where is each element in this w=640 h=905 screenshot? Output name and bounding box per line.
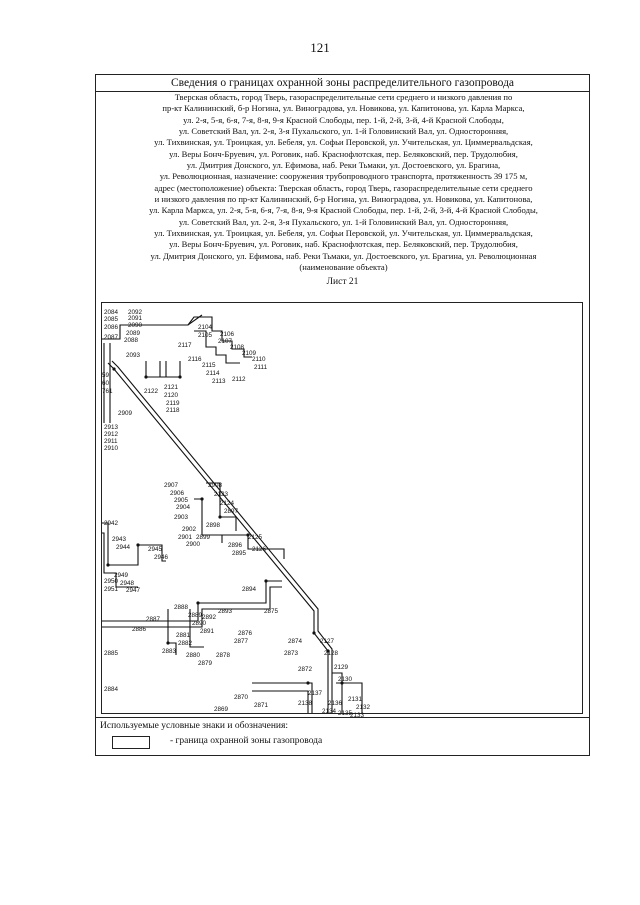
point-label: 2870 [234, 694, 249, 701]
point-label: 2904 [176, 504, 191, 511]
point-label: 2893 [218, 608, 233, 615]
point-label: 2876 [238, 630, 253, 637]
sheet-label: Лист 21 [326, 277, 359, 287]
point-label: 2905 [174, 497, 189, 504]
point-label: 2897 [224, 508, 239, 515]
point-label: 2883 [162, 648, 177, 655]
point-label: 2910 [104, 445, 119, 452]
point-label: 2875 [264, 608, 279, 615]
point-label: 2106 [220, 331, 235, 338]
point-label: 2107 [218, 338, 233, 345]
point-label: 2890 [192, 620, 207, 627]
point-label: 2942 [104, 520, 119, 527]
description-line: и низкого давления по пр-кт Калининский, б-р Ногина, ул. Виноградова, ул. Новикова, ул. Капитонова, [154, 194, 533, 205]
point-label: 2091 [128, 315, 143, 322]
point-label: 2884 [104, 686, 119, 693]
point-label: 2117 [178, 342, 192, 349]
point-label: 2110 [252, 356, 266, 363]
point-label: 2911 [104, 438, 118, 445]
point-label: 2892 [202, 614, 217, 621]
object-name-caption: (наименование объекта) [299, 262, 388, 273]
point-label: 2947 [126, 587, 141, 594]
legend-swatch-boundary [112, 736, 150, 749]
point-label: 2908 [208, 482, 223, 489]
point-label: 2900 [186, 541, 201, 548]
point-label: 2896 [228, 542, 243, 549]
point-label: 2128 [324, 650, 339, 657]
point-label: 2881 [176, 632, 191, 639]
point-label: 2907 [164, 482, 179, 489]
point-label: 2112 [232, 376, 246, 383]
description-line: ул. 2-я, 5-я, 6-я, 7-я, 8-я, 9-я Красной Слободы, пер. 1-й, 2-й, 3-й, 4-й Красной Слободы, [183, 114, 504, 125]
point-label: 2127 [320, 638, 335, 645]
point-label: 2899 [196, 534, 211, 541]
point-label: 2889 [188, 612, 203, 619]
point-label: 2086 [104, 324, 119, 331]
point-label: 2131 [348, 696, 363, 703]
point-label: 2090 [128, 322, 143, 329]
point-label: 2874 [288, 638, 303, 645]
point-label: 2087 [104, 334, 119, 341]
point-label: 2913 [104, 424, 119, 431]
page-number: 121 [310, 40, 330, 55]
boundary-map [101, 302, 583, 719]
point-label: 2085 [104, 316, 119, 323]
point-label: 2124 [220, 500, 235, 507]
point-label: 2126 [252, 546, 267, 553]
description-line: Тверская область, город Тверь, газораспределительные сети среднего и низкого давления по [174, 92, 513, 102]
point-label: 2133 [350, 712, 365, 719]
point-label: 2089 [126, 330, 141, 337]
point-label: 2948 [120, 580, 135, 587]
point-label: 2950 [104, 578, 119, 585]
point-label: 2130 [338, 676, 353, 683]
point-label: 2894 [242, 586, 257, 593]
description-line: ул. Тихвинская, ул. Троицкая, ул. Бебеля, ул. Софьи Перовской, ул. Учительская, ул. Циммервальдская, [154, 228, 533, 239]
description-line: ул. Советский Вал, ул. 2-я, 3-я Пухальского, ул. 1-й Головинский Вал, ул. Односторонняя, [178, 216, 509, 227]
boundary-info-frame [95, 74, 590, 756]
point-label: 761 [102, 388, 113, 395]
point-label: 2088 [124, 337, 139, 344]
point-label: 2901 [178, 534, 193, 541]
point-labels [102, 309, 371, 719]
document-title: Сведения о границах охранной зоны распределительного газопровода [96, 75, 589, 92]
point-label: 2943 [112, 536, 127, 543]
point-label: 2135 [338, 710, 353, 717]
point-label: 2123 [214, 491, 229, 498]
description-line: ул. Веры Бонч-Бруевич, ул. Роговик, наб. Краснофлотская, пер. Беляковский, пер. Трудолюбия, [169, 148, 518, 159]
point-label: 2108 [230, 344, 245, 351]
description-line: адрес (местоположение) объекта: Тверская область, город Тверь, газораспределительные сети среднего [154, 182, 533, 193]
boundary-map-drawing [102, 303, 582, 719]
point-label: 2134 [322, 708, 337, 715]
point-label: 2887 [146, 616, 161, 623]
point-label: 2895 [232, 550, 247, 557]
point-label: 2122 [144, 388, 159, 395]
point-label: 2871 [254, 702, 269, 709]
point-label: 2115 [202, 362, 216, 369]
point-label: 2138 [298, 700, 313, 707]
point-label: 2136 [328, 700, 343, 707]
description-line: ул. Советский Вал, ул. 2-я, 3-я Пухальского, ул. 1-й Головинский Вал, ул. Односторонняя, [178, 126, 509, 137]
point-label: 2949 [114, 572, 129, 579]
point-label: 2888 [174, 604, 189, 611]
point-label: 2869 [214, 706, 229, 713]
point-label: 2898 [206, 522, 221, 529]
description-line: ул. Дмитрия Донского, ул. Ефимова, наб. Реки Тьмаки, ул. Достоевского, ул. Брагина, [186, 160, 501, 171]
point-label: 2879 [198, 660, 213, 667]
point-label: 2092 [128, 309, 143, 316]
point-label: 2878 [216, 652, 231, 659]
point-label: 2903 [174, 514, 189, 521]
description-line: ул. Веры Бонч-Бруевич, ул. Роговик, наб. Краснофлотская, пер. Беляковский, пер. Трудолюбия, [169, 239, 518, 250]
point-label: 2891 [200, 628, 215, 635]
point-label: 2873 [284, 650, 299, 657]
point-label: 2120 [164, 392, 179, 399]
legend-item-label: - граница охранной зоны газопровода [170, 736, 323, 746]
point-label: 2093 [126, 352, 141, 359]
point-label: 2105 [198, 332, 213, 339]
point-label: 2946 [154, 554, 169, 561]
description-line: пр-кт Калининский, б-р Ногина, ул. Виноградова, ул. Новикова, ул. Капитонова, ул. Карла Маркса, [162, 103, 525, 114]
point-label: 2945 [148, 546, 163, 553]
point-label: 2882 [178, 640, 193, 647]
point-label: 2114 [206, 370, 220, 377]
point-label: 2902 [182, 526, 197, 533]
point-label: 2113 [212, 378, 226, 385]
point-label: 2121 [164, 384, 179, 391]
point-label: 59 [102, 372, 110, 379]
point-label: 2906 [170, 490, 185, 497]
legend-title: Используемые условные знаки и обозначения: [100, 721, 289, 731]
object-description [100, 92, 587, 274]
description-line: ул. Карла Маркса, ул. 2-я, 5-я, 6-я, 7-я, 8-я, 9-я Красной Слободы, пер. 1-й, 2-й, 3-й, 4-й Красной Слободы, [149, 205, 538, 216]
point-label: 2944 [116, 544, 131, 551]
point-label: 2118 [166, 407, 180, 414]
point-label: 2116 [188, 356, 202, 363]
point-label: 2109 [242, 350, 257, 357]
legend [96, 717, 589, 756]
point-label: 2909 [118, 410, 133, 417]
description-line: ул. Дмитрия Донского, ул. Ефимова, наб. Реки Тьмаки, ул. Достоевского, ул. Брагина, ул. Революционная [150, 250, 537, 261]
point-label: 2104 [198, 324, 213, 331]
point-label: 2872 [298, 666, 313, 673]
point-label: 2132 [356, 704, 371, 711]
point-label: 2137 [308, 690, 323, 697]
point-label: 2111 [254, 364, 268, 371]
description-line: ул. Революционная, назначение: сооружения трубопроводного транспорта, протяженность 39 175 м, [159, 171, 528, 182]
point-label: 2084 [104, 309, 119, 316]
point-label: 60 [102, 380, 110, 387]
point-label: 2877 [234, 638, 249, 645]
point-label: 2885 [104, 650, 119, 657]
point-label: 2880 [186, 652, 201, 659]
point-label: 2912 [104, 431, 119, 438]
point-label: 2129 [334, 664, 349, 671]
description-line: ул. Тихвинская, ул. Троицкая, ул. Бебеля, ул. Софьи Перовской, ул. Учительская, ул. Циммервальдская, [154, 137, 533, 148]
point-label: 2951 [104, 586, 119, 593]
point-label: 2119 [166, 400, 180, 407]
point-label: 2125 [248, 534, 263, 541]
point-label: 2886 [132, 626, 147, 633]
